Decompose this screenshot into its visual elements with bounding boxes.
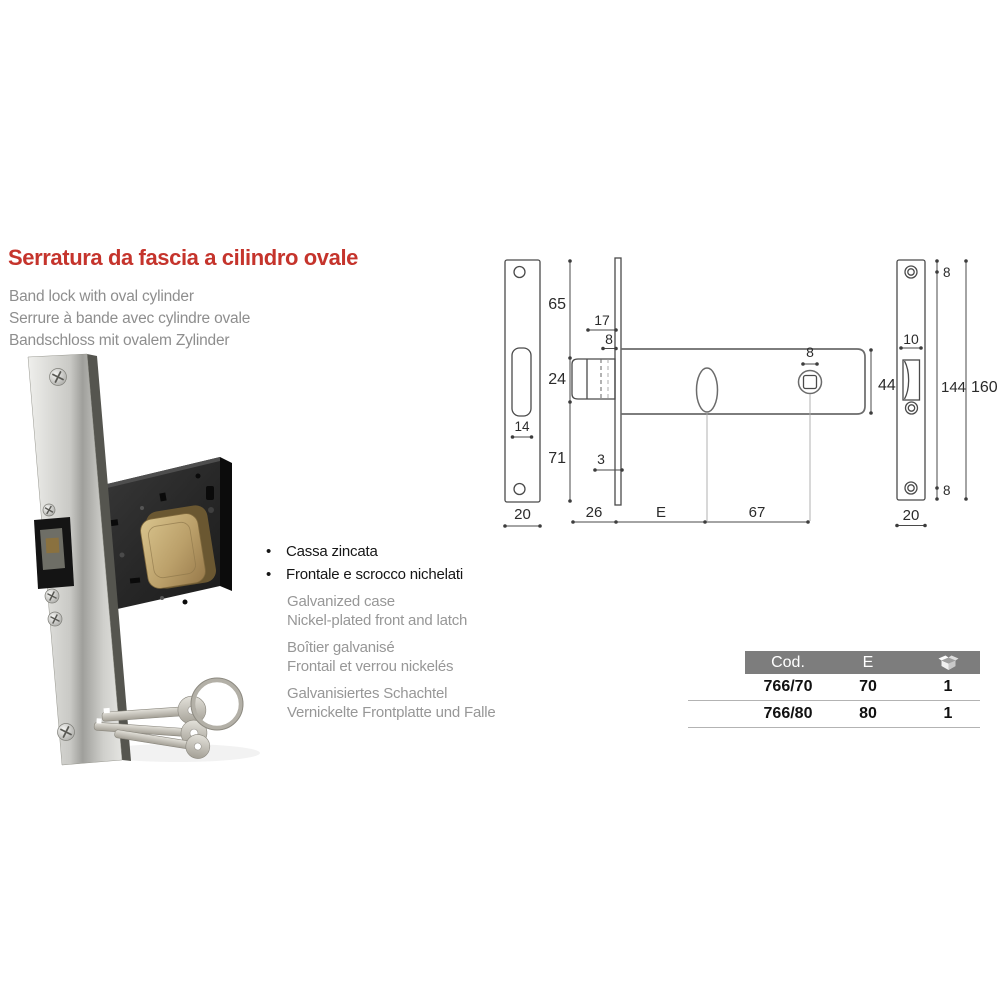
column-header-cod: Cod. (771, 653, 805, 671)
technical-drawing (490, 250, 1000, 535)
brass-cylinder (139, 504, 218, 591)
feature-item (266, 540, 486, 563)
feature-label: Frontale e scrocco nichelati (286, 566, 463, 583)
dim-71: 71 (548, 450, 566, 467)
cell-e: 80 (859, 705, 877, 722)
translation-group-en (287, 593, 517, 630)
dim-8-latch: 8 (605, 331, 613, 347)
front-plate-drawing (505, 260, 540, 502)
table-header-row (688, 651, 980, 674)
dim-144: 144 (941, 379, 967, 396)
feature-translations (287, 593, 517, 731)
dim-67: 67 (748, 504, 766, 521)
feature-label: Cassa zincata (286, 543, 378, 560)
dim-8-top: 8 (943, 265, 951, 280)
bullet-icon: • (266, 566, 272, 583)
dim-65: 65 (548, 296, 566, 313)
column-header-e: E (862, 653, 874, 671)
subtitle-de: Bandschloss mit ovalem Zylinder (9, 332, 230, 349)
dim-8-spindle: 8 (806, 344, 814, 360)
projection-lines (707, 394, 810, 521)
strike-plate-drawing (897, 260, 925, 500)
dim-10: 10 (903, 331, 919, 347)
dim-8-bottom: 8 (943, 483, 951, 498)
spec-table (688, 651, 980, 728)
package-icon (938, 654, 959, 671)
table-row (688, 674, 980, 701)
cell-qty: 1 (943, 678, 953, 695)
dim-e: E (655, 504, 667, 521)
translation-line: Frontail et verrou nickelés (287, 657, 454, 675)
cell-cod: 766/80 (763, 705, 813, 722)
table-row (688, 701, 980, 728)
bullet-icon: • (266, 543, 272, 560)
page-title: Serratura da fascia a cilindro ovale (8, 245, 358, 270)
cell-cod: 766/70 (763, 678, 813, 695)
translation-group-de (287, 685, 517, 722)
translation-line: Boîtier galvanisé (287, 639, 395, 656)
translation-group-fr (287, 639, 517, 676)
dim-160: 160 (971, 379, 998, 396)
dim-plate-20: 20 (514, 506, 531, 523)
subtitle-fr: Serrure à bande avec cylindre ovale (9, 310, 251, 327)
translation-line: Nickel-plated front and latch (287, 611, 468, 629)
dim-strike-20: 20 (902, 507, 920, 524)
subtitle-en: Band lock with oval cylinder (9, 288, 194, 305)
translation-line: Galvanisiertes Schachtel (287, 685, 448, 702)
dim-26: 26 (585, 504, 603, 521)
dim-3: 3 (597, 451, 605, 467)
feature-item (266, 563, 486, 586)
dim-24: 24 (548, 371, 566, 388)
translation-line: Vernickelte Frontplatte und Falle (287, 703, 496, 721)
translation-line: Galvanized case (287, 593, 395, 610)
dim-44: 44 (878, 377, 896, 394)
cell-qty: 1 (943, 705, 953, 722)
dim-17: 17 (594, 312, 610, 328)
feature-list (266, 540, 486, 586)
lock-body-drawing (572, 258, 865, 505)
cell-e: 70 (859, 678, 877, 695)
dim-slot-14: 14 (514, 419, 530, 434)
product-photo (10, 340, 290, 770)
